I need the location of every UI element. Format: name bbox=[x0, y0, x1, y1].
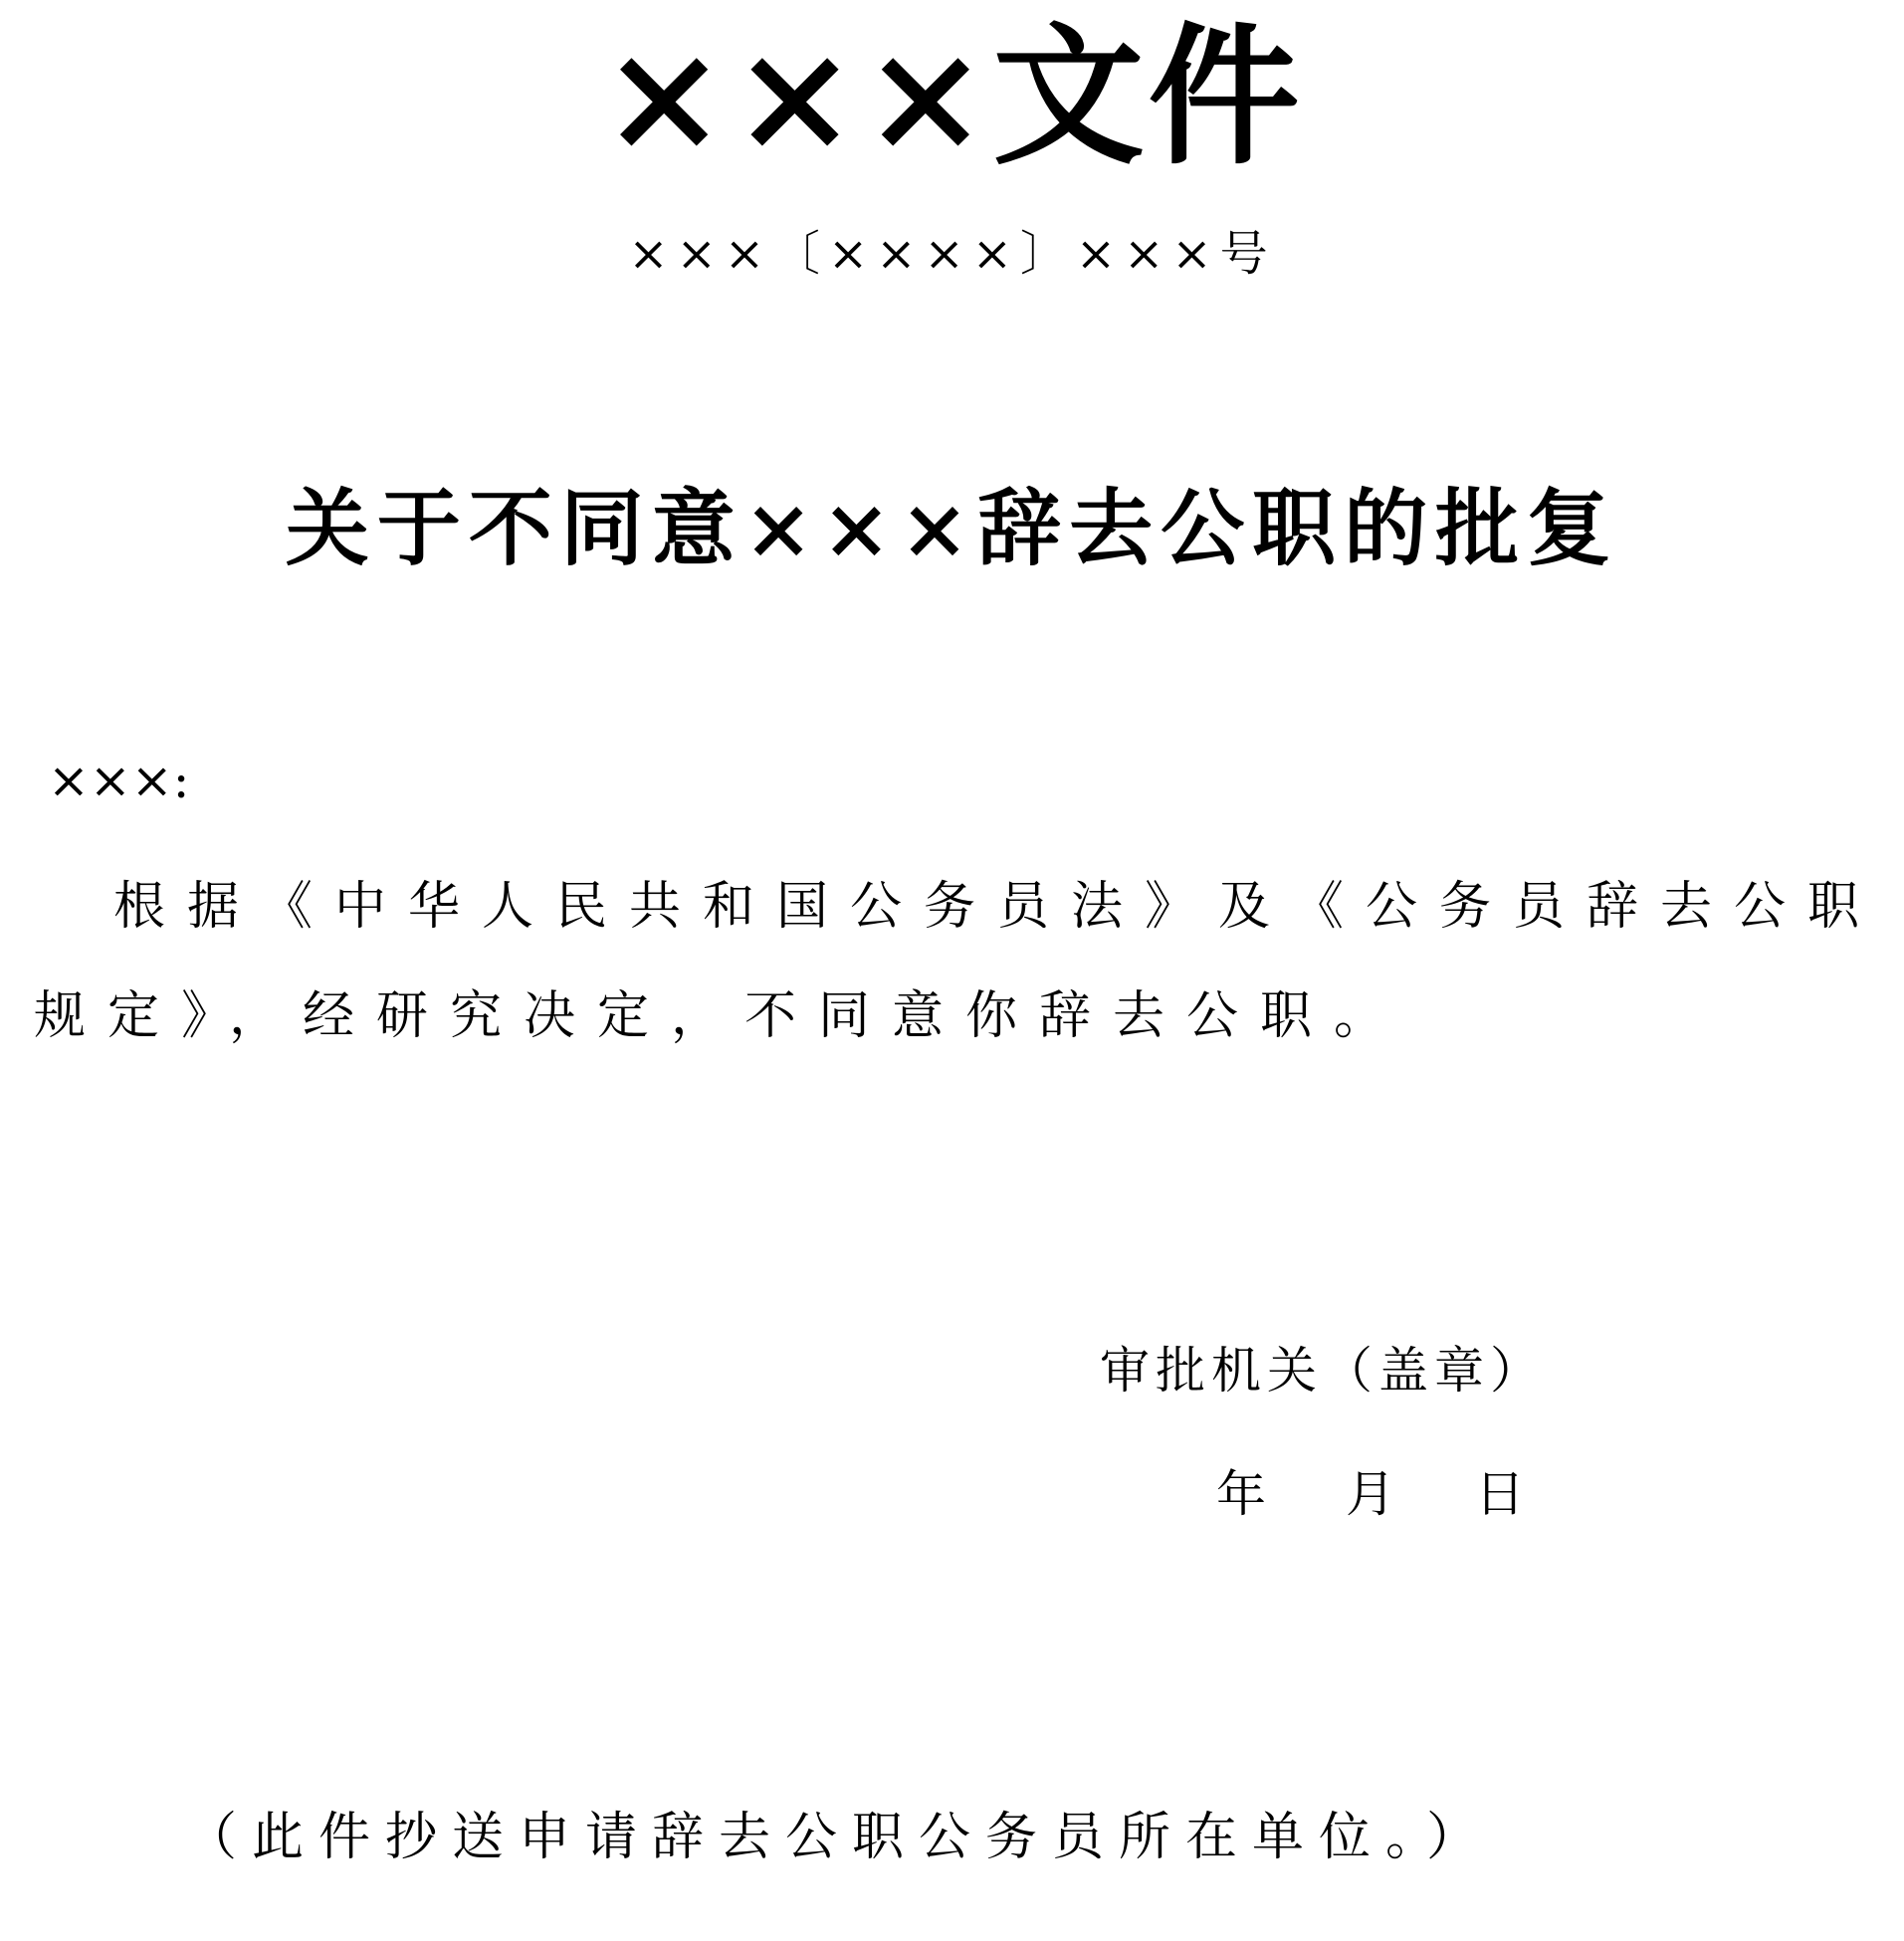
body-line-2: 规定》，经研究决定，不同意你辞去公职。 bbox=[34, 986, 1408, 1046]
document-number: ×××〔××××〕×××号 bbox=[628, 226, 1276, 282]
letterhead-title: ×××文件 bbox=[600, 7, 1304, 185]
salutation: ×××: bbox=[48, 752, 190, 809]
document-title: 关于不同意×××辞去公职的批复 bbox=[285, 479, 1619, 577]
body-line-1: 根据《中华人民共和国公务员法》及《公务员辞去公职 bbox=[113, 877, 1882, 937]
signature-date: 年 月 日 bbox=[1216, 1465, 1540, 1523]
body-paragraph bbox=[34, 852, 1904, 1071]
signature-authority: 审批机关（盖章） bbox=[1100, 1342, 1546, 1400]
footer-note: （此件抄送申请辞去公职公务员所在单位。） bbox=[185, 1808, 1494, 1867]
